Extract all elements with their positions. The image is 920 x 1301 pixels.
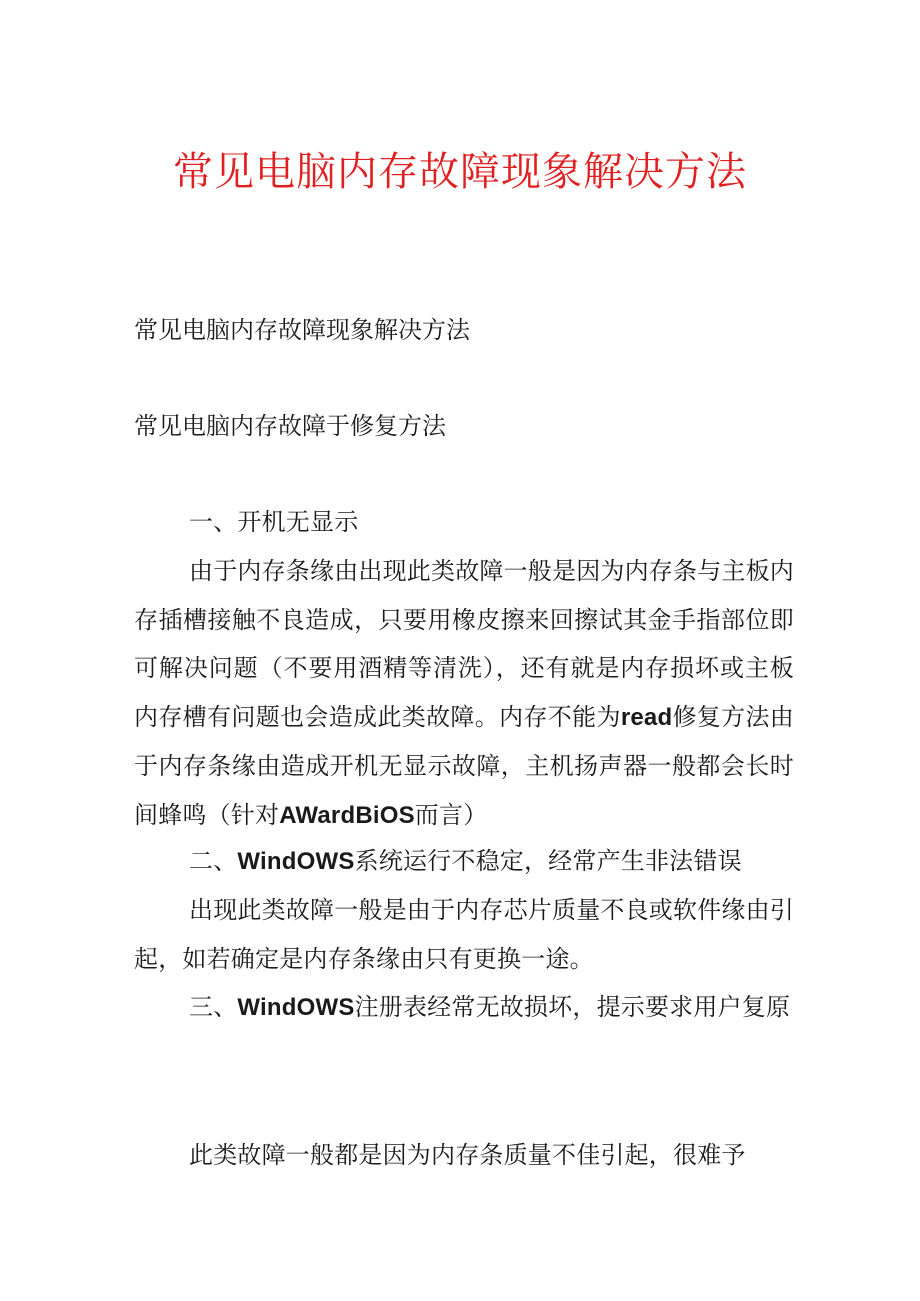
section-3-body: 此类故障一般都是因为内存条质量不佳引起，很难予	[189, 1141, 746, 1169]
section-1-heading: 一、开机无显示	[189, 508, 359, 536]
section-1-body-text-a: 由于内存条缘由出现此类故障一般是因为内存条与主板内存插槽接触不良造成，只要用橡皮擦来回擦试其金手指部位即可解决问题（不要用酒精等清洗），还有就是内存损坏或主板内存槽有问题也会造成此类故障。内存不能为	[134, 557, 794, 731]
section-1-body-term-read: read	[620, 703, 673, 731]
section-2-heading-term: WindOWS	[237, 848, 355, 875]
section-3-heading-text: 注册表经常无故损坏，提示要求用户复原	[354, 993, 791, 1021]
section-1-body-text-d: 而言）	[414, 800, 488, 829]
section-3-heading	[134, 983, 794, 1033]
section-1-body-term-bios: AWardBiOS	[279, 801, 415, 829]
section-3-heading-number: 三、	[189, 993, 238, 1021]
section-2-body: 出现此类故障一般是由于内存芯片质量不良或软件缘由引起，如若确定是内存条缘由只有更换一途。	[134, 896, 794, 973]
document-title: 常见电脑内存故障现象解决方法	[173, 149, 747, 195]
subtitle-line-1: 常见电脑内存故障现象解决方法	[134, 316, 470, 344]
section-2-heading-number: 二、	[189, 847, 238, 875]
section-1-body-text-c: 修复方法由于内存条缘由造成开机无显示故障，主机扬声器一般都会长时间蜂鸣（针对	[134, 702, 795, 829]
section-2-heading-text: 系统运行不稳定，经常产生非法错误	[354, 847, 742, 875]
subtitle-line-2: 常见电脑内存故障于修复方法	[134, 412, 446, 440]
section-1-body	[134, 547, 794, 840]
section-2-heading	[134, 837, 794, 887]
section-3-heading-term: WindOWS	[237, 994, 355, 1021]
